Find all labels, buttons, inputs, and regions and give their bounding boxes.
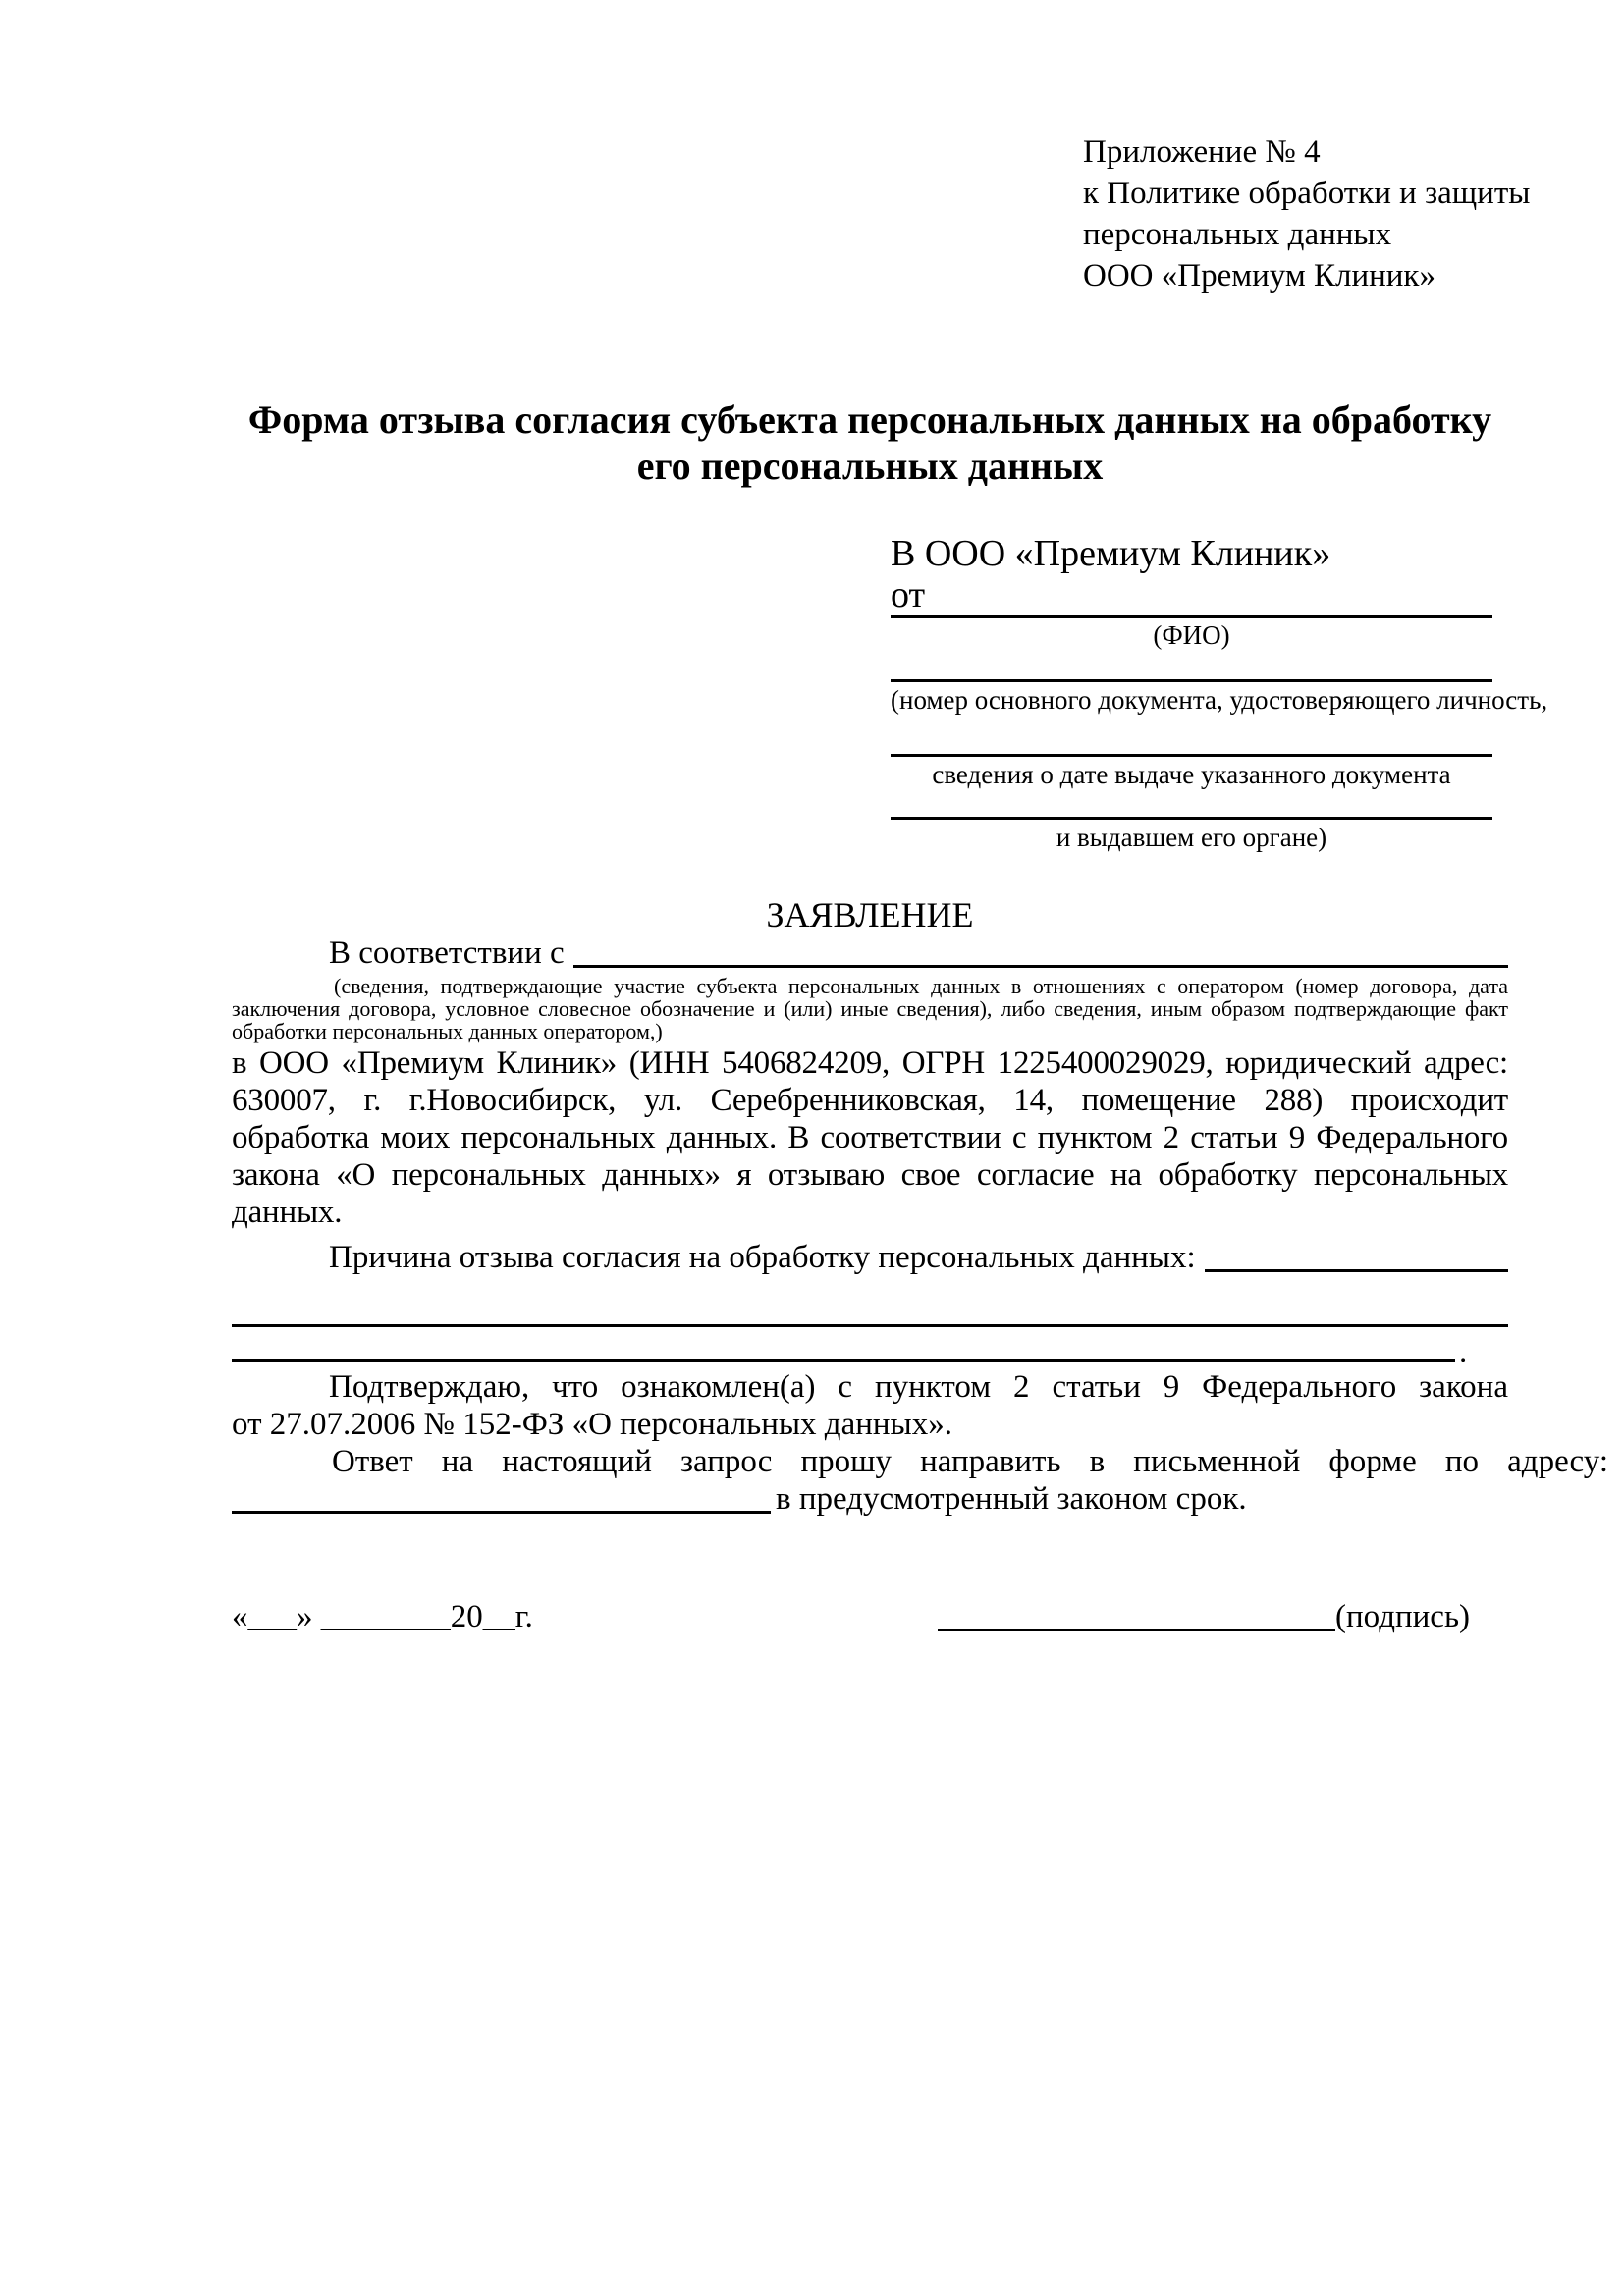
reason-fill-line-3 — [232, 1359, 1455, 1362]
document-number-caption: (номер основного документа, удостоверяющего личность, — [891, 685, 1548, 715]
addressee-from-label: от — [891, 574, 926, 615]
appendix-header-line: ООО «Премиум Клиник» — [1083, 258, 1435, 294]
statement-body — [232, 1044, 1508, 1231]
reason-label: Причина отзыва согласия на обработку персональных данных: — [329, 1240, 1196, 1275]
confirmation-line: Подтверждаю, что ознакомлен(а) с пунктом 2 статьи 9 Федерального закона — [329, 1369, 1508, 1405]
confirmation-paragraph — [232, 1368, 1508, 1443]
statement-body-line: закона «О персональных данных» я отзываю свое согласие на обработку персональных — [232, 1157, 1508, 1193]
statement-body-line: обработка моих персональных данных. В соответствии с пунктом 2 статьи 9 Федерального — [232, 1120, 1508, 1155]
appendix-header-line: Приложение № 4 — [1083, 134, 1321, 170]
sentence-period: . — [1459, 1334, 1468, 1369]
signature-row — [938, 1598, 1470, 1635]
basis-label: В соответствии с — [329, 935, 565, 971]
footnote-line: (сведения, подтверждающие участие субъекта персональных данных в отношениях с оператором (номер договора, дата — [334, 974, 1508, 998]
reason-row — [232, 1239, 1508, 1276]
basis-row — [232, 934, 1508, 972]
document-title — [232, 397, 1508, 489]
issuing-authority-fill-line — [891, 817, 1492, 820]
date-placeholder: «___» ________20__г. — [232, 1599, 533, 1634]
reply-suffix-text: в предусмотренный законом срок. — [776, 1481, 1247, 1517]
appendix-header-line: персональных данных — [1083, 217, 1392, 252]
fio-fill-line — [891, 615, 1492, 618]
reply-request-line: Ответ на настоящий запрос прошу направить в письменной форме по адресу: — [332, 1444, 1608, 1479]
statement-body-line: в ООО «Премиум Клиник» (ИНН 5406824209, ОГРН 1225400029029, юридический адрес: — [232, 1045, 1508, 1081]
document-title-line: его персональных данных — [636, 444, 1104, 488]
signature-caption: (подпись) — [1335, 1599, 1470, 1634]
reply-address-fill-line — [232, 1480, 771, 1514]
appendix-header — [1083, 132, 1530, 296]
fio-caption: (ФИО) — [1153, 620, 1230, 650]
reply-address-row — [232, 1480, 1508, 1518]
document-title-line: Форма отзыва согласия субъекта персональных данных на обработку — [247, 398, 1492, 442]
signature-fill-line — [938, 1598, 1335, 1631]
statement-body-line: 630007, г. г.Новосибирск, ул. Серебренниковская, 14, помещение 288) происходит — [232, 1083, 1508, 1118]
reason-fill-line-2 — [232, 1324, 1508, 1327]
issue-date-fill-line — [891, 754, 1492, 757]
statement-body-line: данных. — [232, 1195, 343, 1230]
issuing-authority-caption: и выдавшем его органе) — [1056, 823, 1327, 852]
basis-footnote — [232, 975, 1508, 1042]
addressee-organization: В ООО «Премиум Клиник» — [891, 533, 1331, 574]
appendix-header-line: к Политике обработки и защиты — [1083, 176, 1531, 211]
reason-fill-line — [1205, 1239, 1508, 1272]
document-number-fill-line — [891, 679, 1492, 682]
footnote-line: обработки персональных данных оператором,) — [232, 1019, 663, 1043]
statement-heading: ЗАЯВЛЕНИЕ — [766, 895, 974, 934]
issue-date-caption: сведения о дате выдаче указанного документа — [932, 760, 1451, 789]
basis-fill-line — [573, 934, 1508, 968]
confirmation-line: от 27.07.2006 № 152-ФЗ «О персональных данных». — [232, 1407, 952, 1442]
footnote-line: заключения договора, условное словесное обозначение и (или) иные сведения), либо сведения, иным образом подтверждающие факт — [232, 996, 1508, 1021]
